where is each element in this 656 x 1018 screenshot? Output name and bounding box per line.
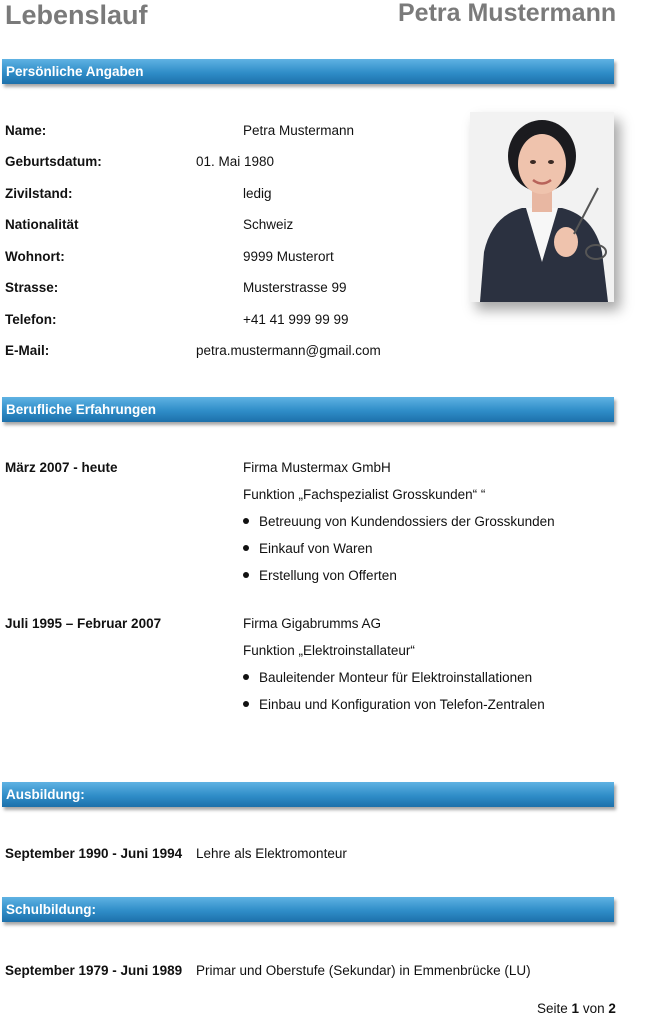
school-value: Primar und Oberstufe (Sekundar) in Emmenbrücke (LU): [196, 963, 531, 978]
section-title: Schulbildung:: [6, 902, 96, 917]
page-number: [537, 1001, 616, 1016]
section-title: Berufliche Erfahrungen: [6, 402, 157, 417]
list-item: [243, 541, 373, 556]
label-street: Strasse:: [5, 280, 59, 295]
value-residence: 9999 Musterort: [243, 249, 334, 264]
value-nationality: Schweiz: [243, 217, 294, 232]
label-nationality: Nationalität: [5, 217, 79, 232]
section-header-personal: [2, 59, 614, 84]
bullet-icon: [243, 572, 249, 578]
experience-period: März 2007 - heute: [5, 460, 118, 475]
value-marital-status: ledig: [243, 186, 272, 201]
person-name-heading: Petra Mustermann: [398, 0, 617, 27]
page-separator: von: [582, 1001, 605, 1016]
list-item: [243, 568, 397, 583]
list-item-text: Einbau und Konfiguration von Telefon-Zentralen: [259, 697, 545, 712]
value-phone: +41 41 999 99 99: [243, 312, 349, 327]
document-title: Lebenslauf: [5, 0, 148, 30]
value-street: Musterstrasse 99: [243, 280, 347, 295]
label-phone: Telefon:: [5, 312, 57, 327]
education-value: Lehre als Elektromonteur: [196, 846, 347, 861]
list-item-text: Erstellung von Offerten: [259, 568, 397, 583]
current-page: 1: [571, 1001, 580, 1016]
section-header-experience: [2, 397, 614, 422]
school-period: September 1979 - Juni 1989: [5, 963, 183, 978]
label-birthdate: Geburtsdatum:: [5, 154, 102, 169]
experience-function: Funktion „Fachspezialist Grosskunden“ “: [243, 487, 486, 502]
list-item: [243, 697, 545, 712]
label-email: E-Mail:: [5, 343, 50, 358]
list-item: [243, 514, 555, 529]
value-name: Petra Mustermann: [243, 123, 355, 138]
list-item-text: Bauleitender Monteur für Elektroinstallationen: [259, 670, 533, 685]
section-header-education: [2, 782, 614, 807]
experience-period: Juli 1995 – Februar 2007: [5, 616, 162, 631]
list-item: [243, 670, 532, 685]
list-item-text: Betreuung von Kundendossiers der Grosskunden: [259, 514, 555, 529]
bullet-icon: [243, 701, 249, 707]
list-item-text: Einkauf von Waren: [259, 541, 373, 556]
bullet-icon: [243, 518, 249, 524]
total-pages: 2: [608, 1001, 616, 1016]
label-name: Name:: [5, 123, 47, 138]
value-birthdate: 01. Mai 1980: [196, 154, 275, 169]
value-email: petra.mustermann@gmail.com: [196, 343, 381, 358]
label-marital-status: Zivilstand:: [5, 186, 73, 201]
bullet-icon: [243, 674, 249, 680]
portrait-illustration: [470, 112, 614, 302]
section-title: Ausbildung:: [6, 787, 85, 802]
education-period: September 1990 - Juni 1994: [5, 846, 183, 861]
label-residence: Wohnort:: [5, 249, 65, 264]
section-title: Persönliche Angaben: [6, 64, 144, 79]
section-header-school: [2, 897, 614, 922]
experience-company: Firma Gigabrumms AG: [243, 616, 382, 631]
portrait-photo: [470, 112, 614, 302]
experience-company: Firma Mustermax GmbH: [243, 460, 391, 475]
bullet-icon: [243, 545, 249, 551]
page-label: Seite: [537, 1001, 568, 1016]
experience-function: Funktion „Elektroinstallateur“: [243, 643, 415, 658]
